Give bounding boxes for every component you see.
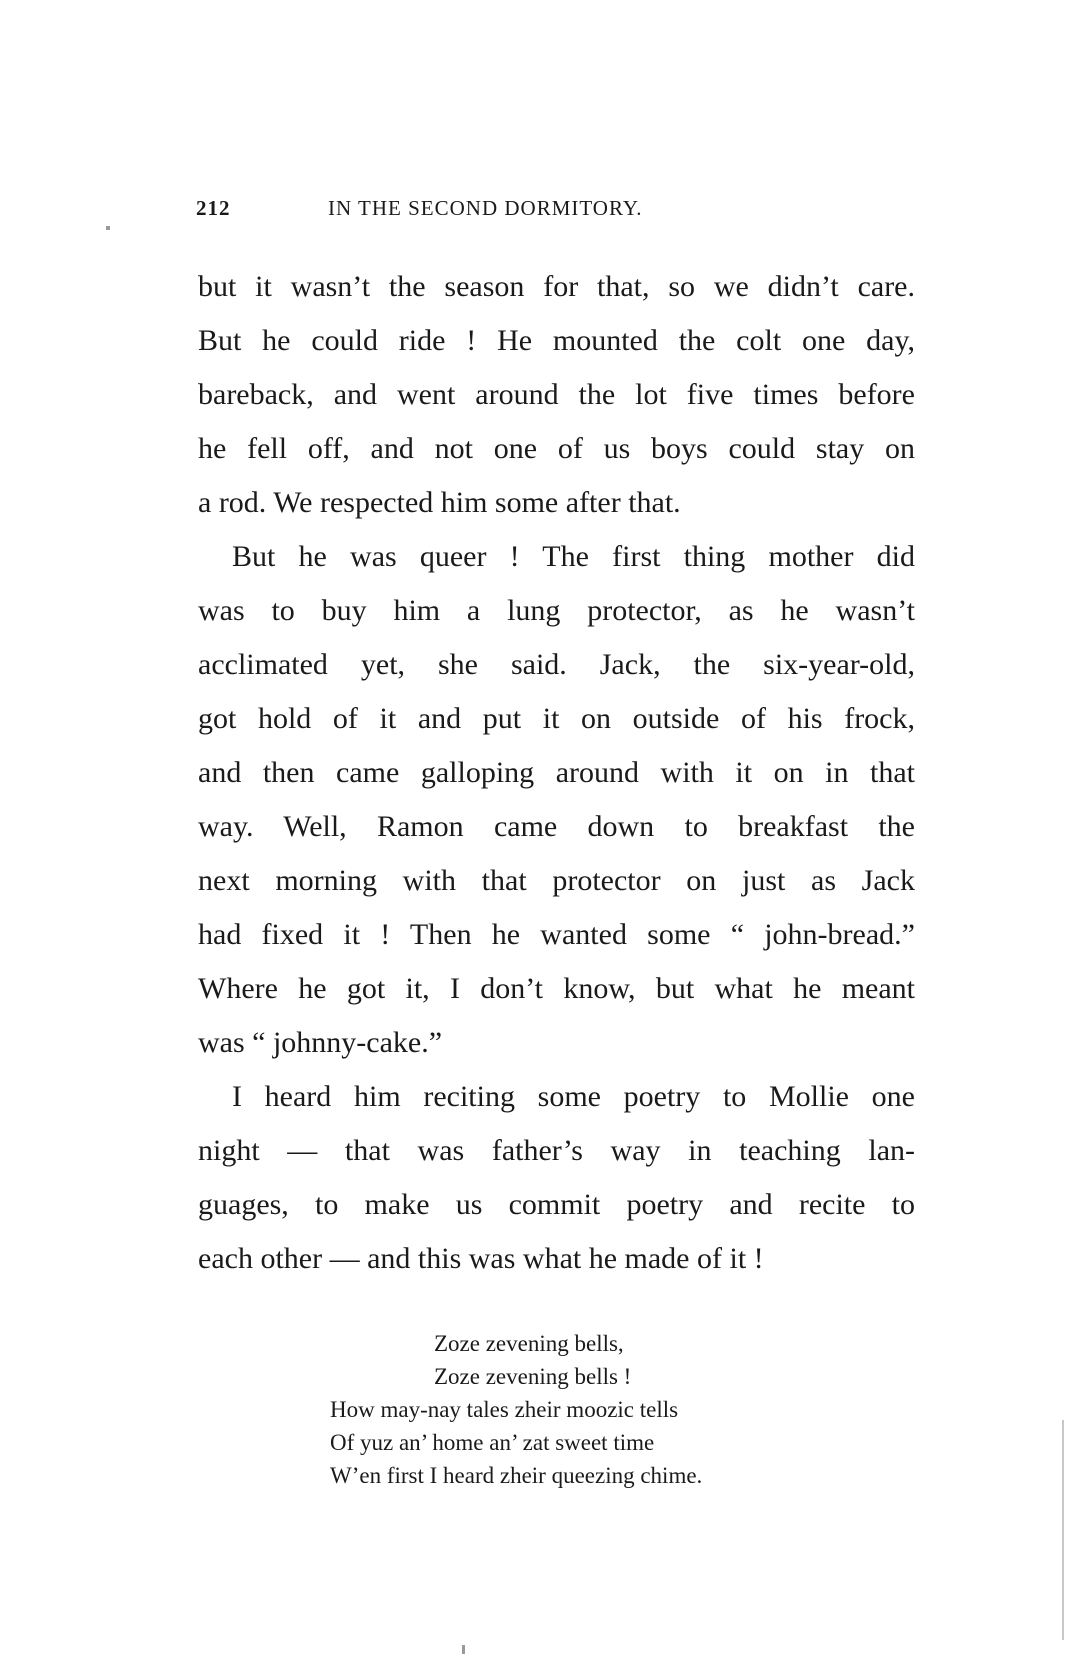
text-line: acclimated yet, she said. Jack, the six-year-old,: [198, 648, 915, 681]
text-line: bareback, and went around the lot five times before: [198, 378, 915, 411]
text-line: But he was queer ! The first thing mother did: [232, 540, 915, 573]
poem-verse: [330, 1327, 850, 1492]
body-text: [198, 260, 915, 1286]
text-line: was to buy him a lung protector, as he wasn’t: [198, 594, 915, 627]
text-line: next morning with that protector on just as Jack: [198, 864, 915, 897]
text-line: and then came galloping around with it on in that: [198, 756, 915, 789]
print-speck: [1062, 1420, 1064, 1640]
paragraph-queer: [198, 530, 915, 1070]
text-line: each other — and this was what he made of it !: [198, 1242, 764, 1275]
text-line: but it wasn’t the season for that, so we didn’t care.: [198, 270, 915, 303]
running-header: [196, 196, 916, 226]
text-line: guages, to make us commit poetry and recite to: [198, 1188, 915, 1221]
text-line: Where he got it, I don’t know, but what he meant: [198, 972, 915, 1005]
paragraph-poetry: [198, 1070, 915, 1286]
page-number: 212: [196, 196, 231, 220]
paragraph-continued: [198, 260, 915, 530]
poem-line: Zoze zevening bells,: [434, 1331, 624, 1356]
text-line: I heard him reciting some poetry to Mollie one: [232, 1080, 915, 1113]
print-speck: [106, 226, 110, 230]
text-line: got hold of it and put it on outside of his frock,: [198, 702, 915, 735]
poem-line: Of yuz an’ home an’ zat sweet time: [330, 1430, 655, 1455]
text-line: way. Well, Ramon came down to breakfast the: [198, 810, 915, 843]
text-line: he fell off, and not one of us boys could stay on: [198, 432, 915, 465]
print-speck: [462, 1645, 465, 1654]
running-title: IN THE SECOND DORMITORY.: [328, 196, 643, 220]
poem-line: Zoze zevening bells !: [434, 1364, 632, 1389]
text-line: was “ johnny-cake.”: [198, 1026, 443, 1059]
poem-line: How may-nay tales zheir moozic tells: [330, 1397, 679, 1422]
poem-line: W’en first I heard zheir queezing chime.: [330, 1463, 703, 1488]
text-line: But he could ride ! He mounted the colt one day,: [198, 324, 915, 357]
text-line: had fixed it ! Then he wanted some “ john-bread.”: [198, 918, 915, 951]
text-line: a rod. We respected him some after that.: [198, 486, 681, 519]
text-line: night — that was father’s way in teaching lan-: [198, 1134, 915, 1167]
